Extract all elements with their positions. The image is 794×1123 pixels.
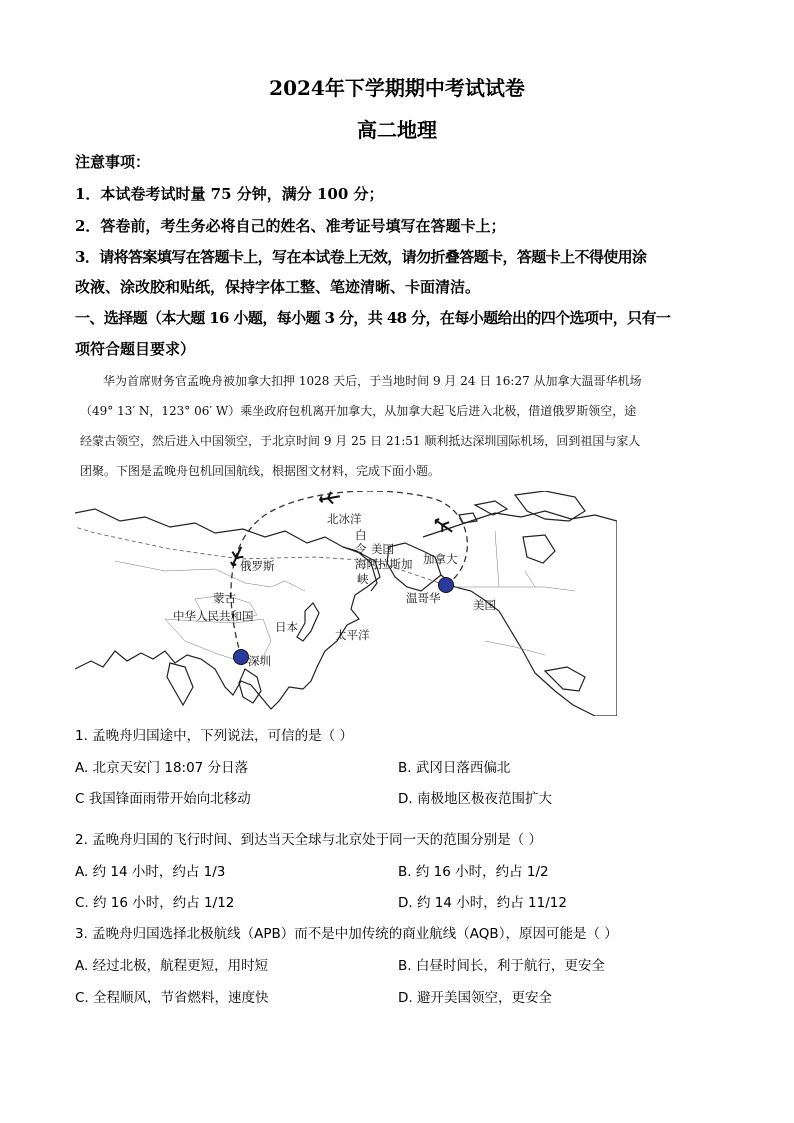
q1-option-d: D. 南极地区极夜范围扩大: [398, 791, 552, 807]
note-item-1: 1．本试卷考试时量 75 分钟，满分 100 分；: [75, 185, 384, 203]
shenzhen-marker: [234, 650, 249, 665]
passage-line-1: 华为首席财务官孟晚舟被加拿大扣押 1028 天后，于当地时间 9 月 24 日 16:27 从加拿大温哥华机场: [103, 374, 642, 388]
label-china: 中华人民共和国: [173, 609, 254, 623]
note-item-2: 2．答卷前，考生务必将自己的姓名、准考证号填写在答题卡上；: [75, 217, 506, 235]
q3-option-d: D. 避开美国领空，更安全: [398, 990, 552, 1006]
flight-route-map: [75, 491, 617, 716]
label-japan: 日本: [275, 620, 298, 634]
notes-heading: 注意事项：: [75, 153, 151, 171]
label-pacific: 太平洋: [335, 628, 370, 642]
q3-stem: 3. 孟晚舟归国选择北极航线（APB）而不是中加传统的商业航线（AQB），原因可能是（ ）: [75, 926, 618, 942]
label-mongolia: 蒙古: [213, 591, 236, 605]
label-usa: 美国: [473, 598, 496, 612]
section-heading-line2: 项符合题目要求）: [75, 340, 196, 358]
q3-option-a: A. 经过北极，航程更短，用时短: [75, 958, 269, 974]
passage-line-3: 经蒙古领空，然后进入中国领空，于北京时间 9 月 25 日 21:51 顺利抵达深圳国际机场，回到祖国与家人: [80, 434, 641, 448]
q1-stem: 1. 孟晚舟归国途中，下列说法，可信的是（ ）: [75, 728, 353, 744]
q2-option-b: B. 约 16 小时，约占 1/2: [398, 864, 549, 880]
subject-title: 高二地理: [357, 118, 437, 142]
q3-option-c: C. 全程顺风，节省燃料，速度快: [75, 990, 269, 1006]
passage-line-4: 团聚。下图是孟晚舟包机回国航线，根据图文材料，完成下面小题。: [80, 464, 441, 478]
label-vancouver: 温哥华: [406, 591, 441, 605]
label-bering-strait: 海阿拉斯加: [355, 557, 413, 571]
label-arctic-ocean: 北冰洋: [327, 512, 362, 526]
note-item-3-line2: 改液、涂改胶和贴纸，保持字体工整、笔迹清晰、卡面清洁。: [75, 278, 481, 296]
q2-option-d: D. 约 14 小时，约占 11/12: [398, 895, 567, 911]
label-xia: 峡: [357, 572, 369, 586]
q2-option-c: C. 约 16 小时，约占 1/12: [75, 895, 235, 911]
vancouver-marker: [439, 578, 454, 593]
label-ling: 令: [355, 542, 367, 556]
q1-option-a: A. 北京天安门 18:07 分日落: [75, 760, 249, 776]
exam-title: 2024年下学期期中考试试卷: [269, 76, 525, 100]
q3-option-b: B. 白昼时间长，利于航行，更安全: [398, 958, 605, 974]
label-canada: 加拿大: [423, 552, 458, 566]
note-item-3-line1: 3．请将答案填写在答题卡上，写在本试卷上无效，请勿折叠答题卡，答题卡上不得使用涂: [75, 248, 647, 266]
label-usa-alaska: 美国: [371, 542, 394, 556]
label-shenzhen: 深圳: [248, 654, 271, 668]
label-bai: 白: [355, 528, 367, 542]
section-heading-line1: 一、选择题（本大题 16 小题，每小题 3 分，共 48 分，在每小题给出的四个选项中，只有一: [75, 309, 671, 327]
q2-stem: 2. 孟晚舟归国的飞行时间、到达当天全球与北京处于同一天的范围分别是（ ）: [75, 832, 542, 848]
passage-line-2: （49° 13′ N，123° 06′ W）乘坐政府包机离开加拿大，从加拿大起飞后进入北极，借道俄罗斯领空，途: [80, 404, 637, 418]
q2-option-a: A. 约 14 小时，约占 1/3: [75, 864, 226, 880]
q1-option-b: B. 武冈日落西偏北: [398, 760, 511, 776]
label-russia: 俄罗斯: [240, 559, 275, 573]
q1-option-c: C 我国锋面雨带开始向北移动: [75, 791, 251, 807]
